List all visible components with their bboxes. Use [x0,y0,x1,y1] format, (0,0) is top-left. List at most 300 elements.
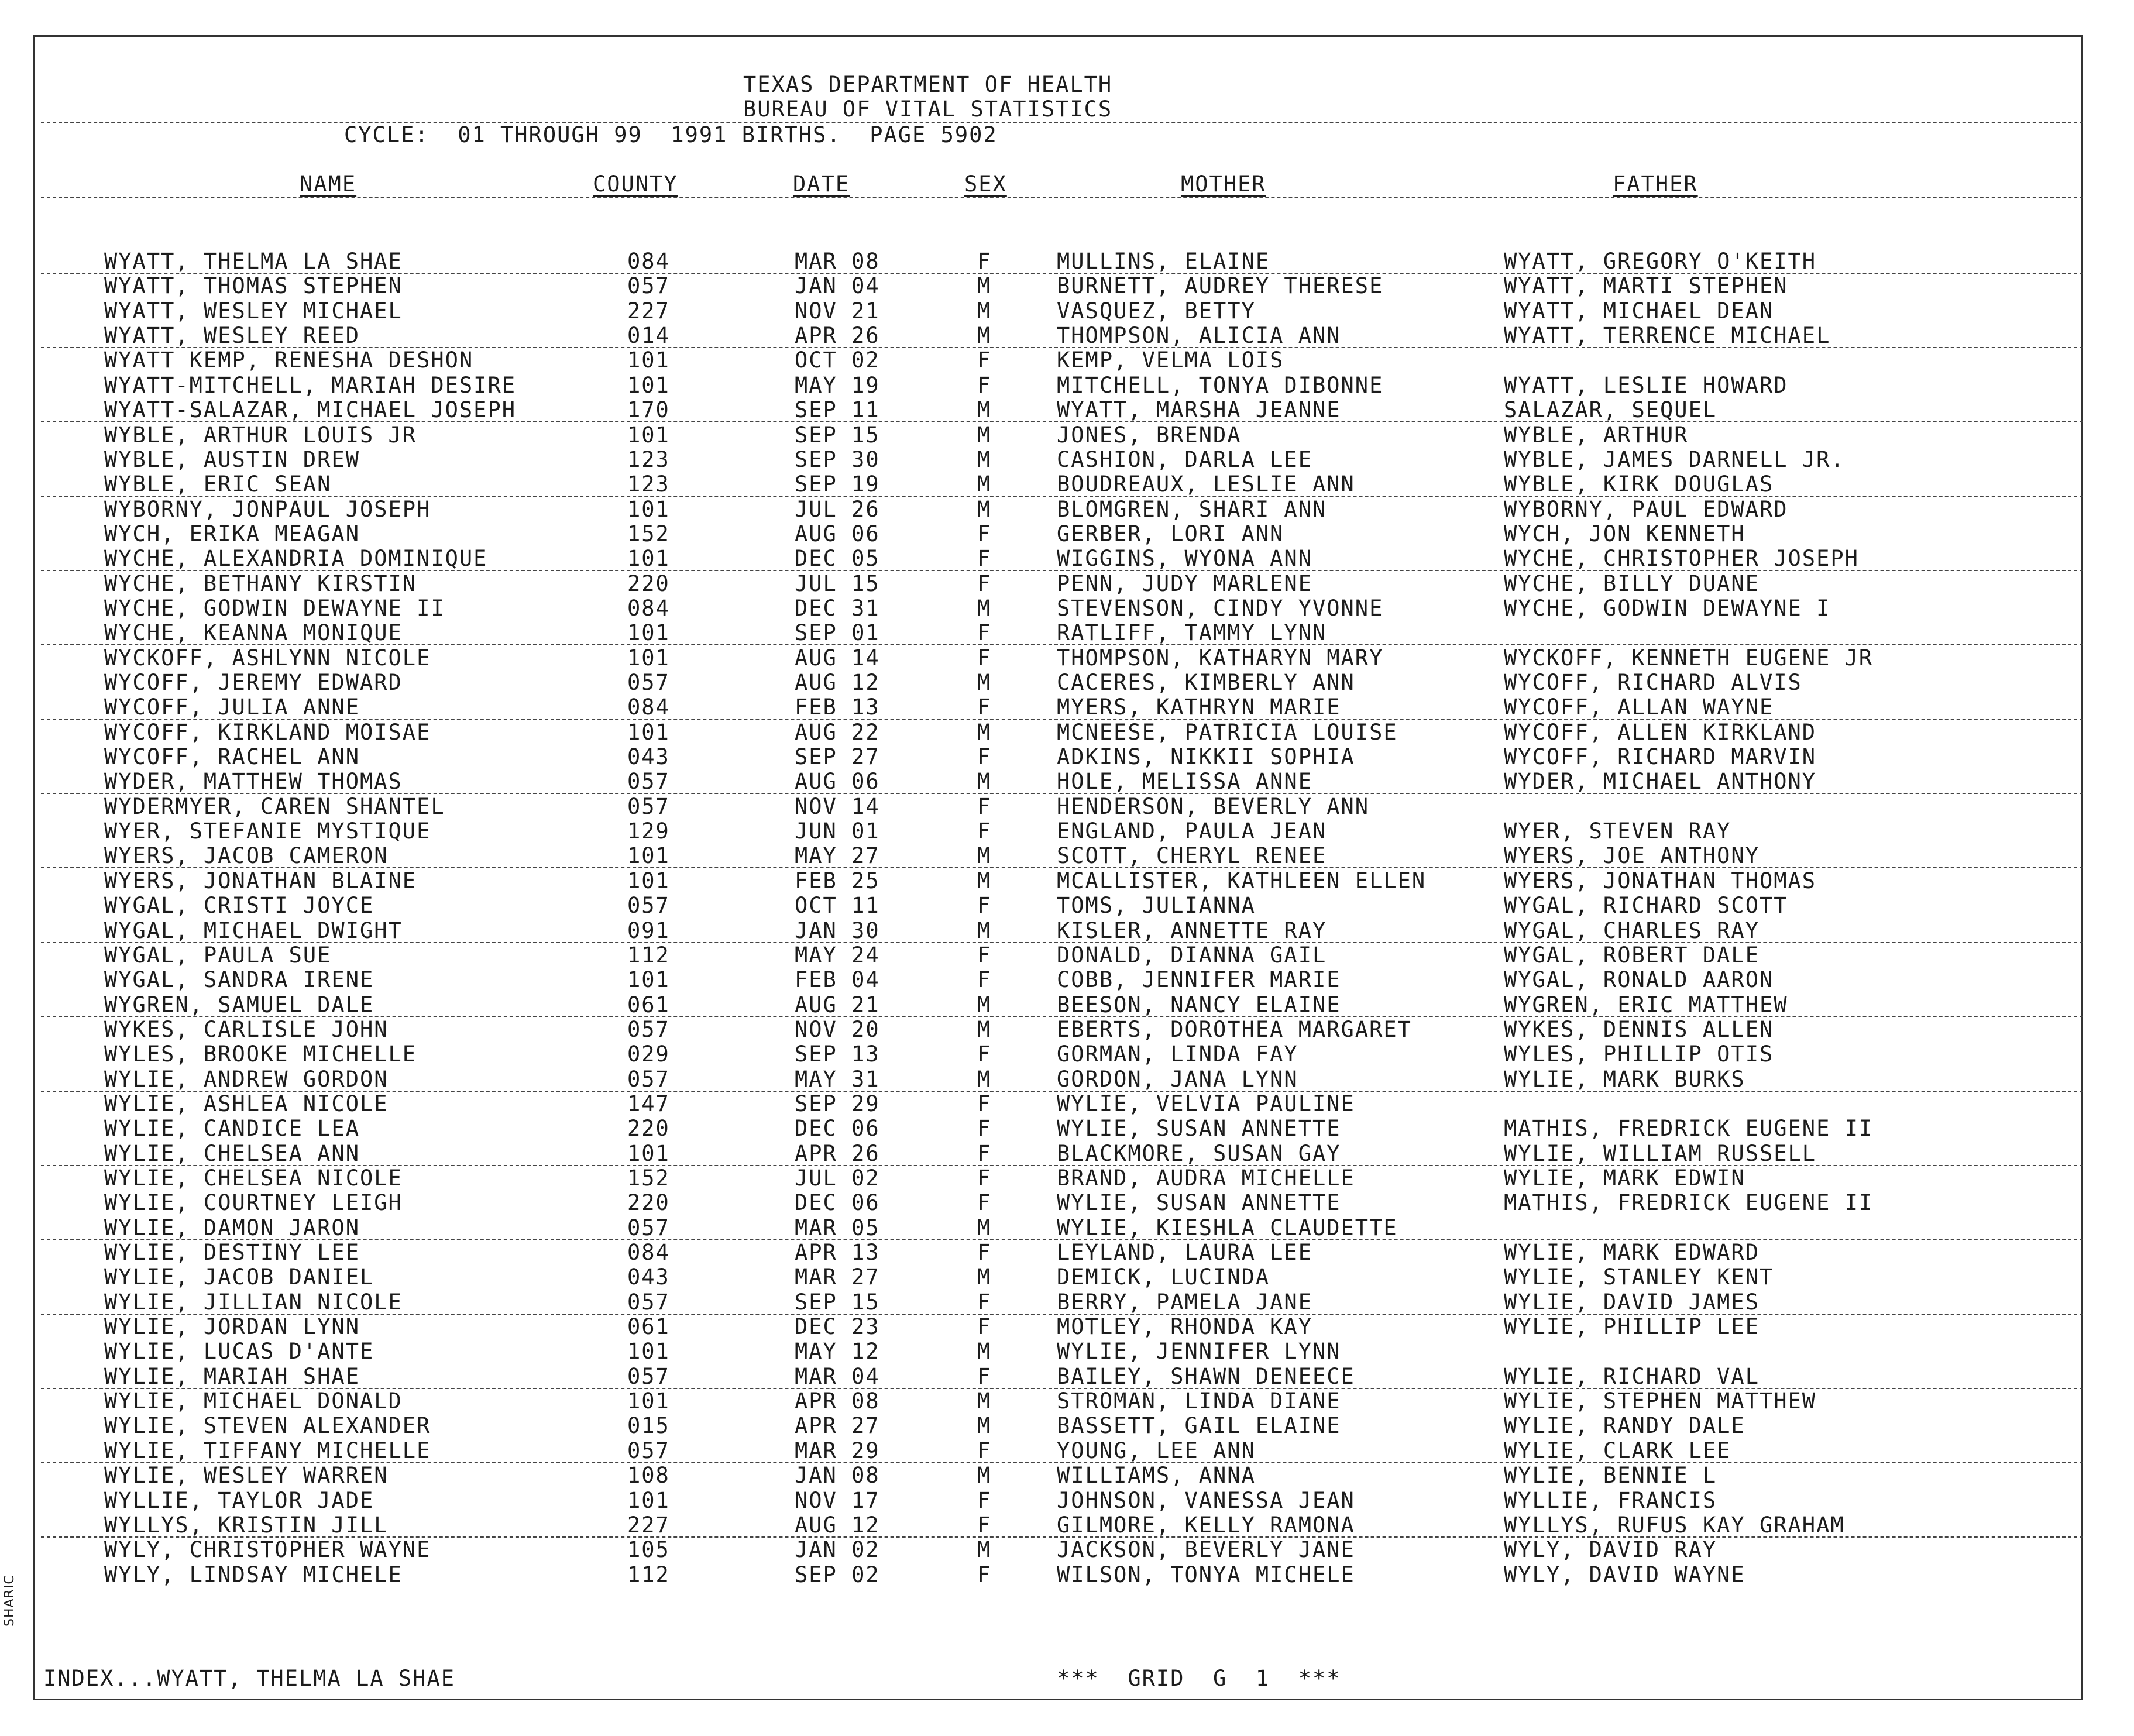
cell-sex: M [977,397,992,423]
cell-name: WYATT-MITCHELL, MARIAH DESIRE [104,372,517,398]
cell-county: 112 [627,1562,670,1587]
header-cycle: CYCLE: 01 THROUGH 99 1991 BIRTHS. PAGE 5902 [344,122,998,147]
cell-sex: M [977,422,992,448]
cell-father: WYGAL, RONALD AARON [1504,967,1774,993]
cell-date: SEP 01 [795,620,880,646]
cell-date: NOV 21 [795,298,880,324]
cell-father: WYBLE, KIRK DOUGLAS [1504,472,1774,497]
cell-sex: F [977,819,992,844]
cell-date: MAY 31 [795,1066,880,1092]
cell-sex: M [977,298,992,324]
cell-mother: VASQUEZ, BETTY [1057,298,1256,324]
cell-county: 101 [627,348,670,373]
cell-county: 105 [627,1537,670,1563]
cell-father: WYLIE, PHILLIP LEE [1504,1314,1760,1340]
cell-father: WYGAL, RICHARD SCOTT [1504,893,1788,919]
cell-mother: CASHION, DARLA LEE [1057,446,1312,472]
cell-father: WYLES, PHILLIP OTIS [1504,1041,1774,1067]
cell-sex: M [977,992,992,1017]
cell-sex: F [977,1487,992,1513]
cell-name: WYGAL, CRISTI JOYCE [104,893,374,919]
cell-name: WYCHE, ALEXANDRIA DOMINIQUE [104,546,488,572]
cell-name: WYKES, CARLISLE JOHN [104,1016,389,1042]
cell-date: APR 26 [795,323,880,348]
cell-name: WYLLYS, KRISTIN JILL [104,1512,389,1538]
cell-date: JUL 02 [795,1166,880,1191]
cell-father: WYKES, DENNIS ALLEN [1504,1016,1774,1042]
cell-mother: DEMICK, LUCINDA [1057,1264,1270,1290]
cell-father: WYGAL, CHARLES RAY [1504,917,1760,943]
cell-sex: F [977,249,992,274]
cell-sex: F [977,645,992,671]
cell-mother: WILLIAMS, ANNA [1057,1463,1256,1489]
cell-date: DEC 06 [795,1116,880,1142]
cell-county: 101 [627,868,670,893]
cell-mother: BURNETT, AUDREY THERESE [1057,273,1384,299]
cell-county: 057 [627,670,670,695]
cell-mother: HOLE, MELISSA ANNE [1057,769,1312,795]
cell-mother: MCALLISTER, KATHLEEN ELLEN [1057,868,1427,893]
cell-father: WYERS, JOE ANTHONY [1504,843,1760,869]
cell-name: WYATT, THOMAS STEPHEN [104,273,403,299]
cell-sex: F [977,1190,992,1216]
cell-father: WYLLYS, RUFUS KAY GRAHAM [1504,1512,1845,1538]
cell-sex: M [977,323,992,348]
cell-sex: F [977,1438,992,1463]
cell-name: WYCOFF, KIRKLAND MOISAE [104,719,431,745]
cell-father: WYER, STEVEN RAY [1504,819,1731,844]
cell-name: WYLES, BROOKE MICHELLE [104,1041,417,1067]
cell-sex: F [977,793,992,819]
cell-mother: THOMPSON, ALICIA ANN [1057,323,1341,348]
cell-sex: M [977,917,992,943]
cell-father: WYGAL, ROBERT DALE [1504,942,1760,968]
cell-father: WYLIE, CLARK LEE [1504,1438,1731,1463]
cell-county: 220 [627,1190,670,1216]
cell-county: 057 [627,1016,670,1042]
cell-father: WYLIE, MARK EDWARD [1504,1240,1760,1265]
column-header-father: FATHER [1613,171,1698,197]
cell-sex: F [977,942,992,968]
cell-sex: M [977,868,992,893]
cell-date: MAY 19 [795,372,880,398]
cell-father: WYCHE, CHRISTOPHER JOSEPH [1504,546,1859,572]
cell-date: DEC 06 [795,1190,880,1216]
cell-county: 101 [627,620,670,646]
cell-mother: WYLIE, KIESHLA CLAUDETTE [1057,1215,1398,1240]
cell-sex: F [977,1512,992,1538]
cell-date: NOV 17 [795,1487,880,1513]
cell-father: WYLIE, MARK BURKS [1504,1066,1745,1092]
cell-date: SEP 11 [795,397,880,423]
cell-name: WYLIE, STEVEN ALEXANDER [104,1413,431,1439]
cell-county: 057 [627,1215,670,1240]
cell-sex: F [977,521,992,546]
cell-father: WYATT, MARTI STEPHEN [1504,273,1788,299]
cell-date: SEP 30 [795,446,880,472]
cell-name: WYCHE, BETHANY KIRSTIN [104,570,417,596]
cell-father: WYCOFF, ALLAN WAYNE [1504,695,1774,720]
cell-date: SEP 13 [795,1041,880,1067]
cell-father: MATHIS, FREDRICK EUGENE II [1504,1116,1874,1142]
cell-name: WYCH, ERIKA MEAGAN [104,521,360,546]
cell-sex: F [977,570,992,596]
cell-date: DEC 23 [795,1314,880,1340]
cell-county: 043 [627,744,670,769]
cell-name: WYERS, JONATHAN BLAINE [104,868,417,893]
cell-mother: YOUNG, LEE ANN [1057,1438,1256,1463]
cell-mother: MULLINS, ELAINE [1057,249,1270,274]
cell-county: 101 [627,496,670,522]
cell-mother: JONES, BRENDA [1057,422,1242,448]
cell-mother: THOMPSON, KATHARYN MARY [1057,645,1384,671]
cell-date: AUG 22 [795,719,880,745]
cell-date: SEP 27 [795,744,880,769]
cell-county: 057 [627,1066,670,1092]
cell-mother: STEVENSON, CINDY YVONNE [1057,595,1384,621]
cell-mother: LEYLAND, LAURA LEE [1057,1240,1312,1265]
cell-name: WYATT-SALAZAR, MICHAEL JOSEPH [104,397,517,423]
cell-sex: M [977,1264,992,1290]
cell-date: JUL 15 [795,570,880,596]
cell-sex: M [977,1537,992,1563]
cell-mother: GORDON, JANA LYNN [1057,1066,1298,1092]
cell-date: AUG 12 [795,670,880,695]
cell-county: 057 [627,273,670,299]
cell-county: 084 [627,1240,670,1265]
cell-mother: BEESON, NANCY ELAINE [1057,992,1341,1017]
cell-mother: MCNEESE, PATRICIA LOUISE [1057,719,1398,745]
header-title: TEXAS DEPARTMENT OF HEALTH [743,72,1113,97]
cell-father: WYATT, TERRENCE MICHAEL [1504,323,1831,348]
cell-sex: F [977,893,992,919]
cell-father: WYLIE, WILLIAM RUSSELL [1504,1140,1817,1166]
cell-sex: F [977,1314,992,1340]
cell-name: WYLIE, WESLEY WARREN [104,1463,389,1489]
cell-mother: BERRY, PAMELA JANE [1057,1289,1312,1315]
cell-date: SEP 19 [795,472,880,497]
cell-mother: WYLIE, SUSAN ANNETTE [1057,1116,1341,1142]
cell-county: 057 [627,1438,670,1463]
cell-mother: JACKSON, BEVERLY JANE [1057,1537,1355,1563]
cell-county: 084 [627,695,670,720]
cell-date: AUG 14 [795,645,880,671]
cell-county: 152 [627,521,670,546]
cell-father: WYGREN, ERIC MATTHEW [1504,992,1788,1017]
cell-sex: F [977,1289,992,1315]
cell-county: 101 [627,1339,670,1364]
cell-name: WYLIE, ASHLEA NICOLE [104,1091,389,1116]
cell-father: WYCOFF, RICHARD MARVIN [1504,744,1817,769]
cell-name: WYLY, CHRISTOPHER WAYNE [104,1537,431,1563]
cell-father: WYCHE, GODWIN DEWAYNE I [1504,595,1831,621]
cell-date: MAR 05 [795,1215,880,1240]
cell-mother: BOUDREAUX, LESLIE ANN [1057,472,1355,497]
cell-mother: ADKINS, NIKKII SOPHIA [1057,744,1355,769]
cell-sex: F [977,1140,992,1166]
cell-mother: MITCHELL, TONYA DIBONNE [1057,372,1384,398]
cell-mother: WIGGINS, WYONA ANN [1057,546,1312,572]
cell-county: 101 [627,372,670,398]
cell-date: OCT 11 [795,893,880,919]
cell-father: WYCOFF, ALLEN KIRKLAND [1504,719,1817,745]
cell-sex: F [977,744,992,769]
cell-county: 057 [627,1363,670,1389]
cell-sex: F [977,967,992,993]
cell-mother: KISLER, ANNETTE RAY [1057,917,1327,943]
cell-date: DEC 05 [795,546,880,572]
cell-mother: WYATT, MARSHA JEANNE [1057,397,1341,423]
cell-name: WYLIE, LUCAS D'ANTE [104,1339,374,1364]
cell-sex: F [977,1363,992,1389]
cell-date: FEB 25 [795,868,880,893]
cell-name: WYBLE, ARTHUR LOUIS JR [104,422,417,448]
cell-date: APR 27 [795,1413,880,1439]
cell-father: WYBORNY, PAUL EDWARD [1504,496,1788,522]
cell-mother: WYLIE, VELVIA PAULINE [1057,1091,1355,1116]
cell-name: WYCOFF, RACHEL ANN [104,744,360,769]
cell-father: WYLIE, DAVID JAMES [1504,1289,1760,1315]
cell-county: 084 [627,595,670,621]
cell-mother: BLACKMORE, SUSAN GAY [1057,1140,1341,1166]
cell-mother: PENN, JUDY MARLENE [1057,570,1312,596]
cell-mother: DONALD, DIANNA GAIL [1057,942,1327,968]
cell-county: 029 [627,1041,670,1067]
cell-sex: M [977,670,992,695]
cell-mother: GORMAN, LINDA FAY [1057,1041,1298,1067]
cell-date: AUG 12 [795,1512,880,1538]
footer-grid: *** GRID G 1 *** [1057,1666,1341,1691]
cell-sex: F [977,1562,992,1587]
cell-county: 101 [627,1140,670,1166]
cell-sex: M [977,273,992,299]
cell-mother: MYERS, KATHRYN MARIE [1057,695,1341,720]
cell-county: 057 [627,893,670,919]
cell-county: 101 [627,719,670,745]
cell-mother: BRAND, AUDRA MICHELLE [1057,1166,1355,1191]
cell-mother: MOTLEY, RHONDA KAY [1057,1314,1312,1340]
cell-date: MAR 08 [795,249,880,274]
cell-name: WYLIE, DAMON JARON [104,1215,360,1240]
cell-mother: ENGLAND, PAULA JEAN [1057,819,1327,844]
cell-father: WYLIE, MARK EDWIN [1504,1166,1745,1191]
cell-mother: BAILEY, SHAWN DENEECE [1057,1363,1355,1389]
cell-name: WYLLIE, TAYLOR JADE [104,1487,374,1513]
cell-date: JUN 01 [795,819,880,844]
cell-mother: WILSON, TONYA MICHELE [1057,1562,1355,1587]
cell-sex: F [977,348,992,373]
cell-date: MAY 27 [795,843,880,869]
cell-county: 220 [627,570,670,596]
cell-father: WYLIE, STEPHEN MATTHEW [1504,1388,1817,1414]
cell-sex: M [977,446,992,472]
cell-father: WYLY, DAVID WAYNE [1504,1562,1745,1587]
cell-county: 220 [627,1116,670,1142]
column-header-rule [41,197,2083,198]
cell-name: WYCKOFF, ASHLYNN NICOLE [104,645,431,671]
cell-mother: GERBER, LORI ANN [1057,521,1284,546]
cell-county: 061 [627,992,670,1017]
cell-mother: STROMAN, LINDA DIANE [1057,1388,1341,1414]
cell-county: 101 [627,422,670,448]
cell-sex: M [977,1388,992,1414]
cell-name: WYGAL, PAULA SUE [104,942,332,968]
cell-name: WYLIE, JILLIAN NICOLE [104,1289,403,1315]
cell-date: JAN 30 [795,917,880,943]
cell-name: WYLIE, JACOB DANIEL [104,1264,374,1290]
cell-mother: BLOMGREN, SHARI ANN [1057,496,1327,522]
cell-sex: F [977,620,992,646]
cell-name: WYATT KEMP, RENESHA DESHON [104,348,474,373]
cell-name: WYLIE, JORDAN LYNN [104,1314,360,1340]
cell-father: WYATT, GREGORY O'KEITH [1504,249,1817,274]
cell-date: FEB 13 [795,695,880,720]
cell-father: WYLLIE, FRANCIS [1504,1487,1717,1513]
cell-mother: KEMP, VELMA LOIS [1057,348,1284,373]
cell-date: AUG 06 [795,769,880,795]
cell-county: 227 [627,1512,670,1538]
cell-sex: F [977,1166,992,1191]
cell-father: WYLY, DAVID RAY [1504,1537,1717,1563]
cell-date: JUL 26 [795,496,880,522]
cell-name: WYGAL, MICHAEL DWIGHT [104,917,403,943]
cell-mother: GILMORE, KELLY RAMONA [1057,1512,1355,1538]
cell-county: 123 [627,472,670,497]
cell-father: MATHIS, FREDRICK EUGENE II [1504,1190,1874,1216]
cell-date: MAR 27 [795,1264,880,1290]
cell-date: MAR 04 [795,1363,880,1389]
cell-county: 227 [627,298,670,324]
cell-county: 152 [627,1166,670,1191]
side-label: SHARIC [2,1575,17,1627]
cell-name: WYDERMYER, CAREN SHANTEL [104,793,445,819]
cell-name: WYLIE, CHELSEA NICOLE [104,1166,403,1191]
cell-county: 101 [627,1388,670,1414]
cell-father: WYLIE, RANDY DALE [1504,1413,1745,1439]
cell-sex: M [977,1463,992,1489]
cell-name: WYLIE, MARIAH SHAE [104,1363,360,1389]
cell-name: WYATT, WESLEY MICHAEL [104,298,403,324]
cell-county: 084 [627,249,670,274]
cell-sex: F [977,1240,992,1265]
column-header-name: NAME [300,171,357,197]
cell-date: APR 13 [795,1240,880,1265]
cell-name: WYGREN, SAMUEL DALE [104,992,374,1017]
column-header-mother: MOTHER [1181,171,1266,197]
cell-mother: TOMS, JULIANNA [1057,893,1256,919]
cell-mother: WYLIE, SUSAN ANNETTE [1057,1190,1341,1216]
cell-father: WYERS, JONATHAN THOMAS [1504,868,1817,893]
cell-date: MAR 29 [795,1438,880,1463]
cell-county: 091 [627,917,670,943]
cell-county: 057 [627,793,670,819]
cell-county: 015 [627,1413,670,1439]
cell-name: WYBLE, ERIC SEAN [104,472,332,497]
cell-sex: F [977,546,992,572]
cell-date: SEP 29 [795,1091,880,1116]
cell-date: SEP 15 [795,1289,880,1315]
cell-sex: M [977,595,992,621]
cell-date: JAN 08 [795,1463,880,1489]
cell-name: WYCHE, GODWIN DEWAYNE II [104,595,445,621]
cell-county: 147 [627,1091,670,1116]
cell-name: WYBLE, AUSTIN DREW [104,446,360,472]
cell-name: WYATT, THELMA LA SHAE [104,249,403,274]
cell-date: SEP 15 [795,422,880,448]
cell-county: 123 [627,446,670,472]
cell-sex: M [977,472,992,497]
cell-county: 170 [627,397,670,423]
cell-mother: EBERTS, DOROTHEA MARGARET [1057,1016,1412,1042]
cell-name: WYBORNY, JONPAUL JOSEPH [104,496,431,522]
cell-sex: F [977,1091,992,1116]
cell-name: WYER, STEFANIE MYSTIQUE [104,819,431,844]
cell-county: 057 [627,769,670,795]
cell-date: NOV 20 [795,1016,880,1042]
cell-name: WYLIE, MICHAEL DONALD [104,1388,403,1414]
cell-date: OCT 02 [795,348,880,373]
cell-county: 129 [627,819,670,844]
column-header-county: COUNTY [593,171,678,197]
cell-sex: F [977,372,992,398]
cell-sex: M [977,1016,992,1042]
cell-name: WYLIE, TIFFANY MICHELLE [104,1438,431,1463]
cell-name: WYDER, MATTHEW THOMAS [104,769,403,795]
cell-sex: F [977,1041,992,1067]
cell-name: WYLIE, COURTNEY LEIGH [104,1190,403,1216]
cell-name: WYGAL, SANDRA IRENE [104,967,374,993]
cell-father: WYBLE, ARTHUR [1504,422,1689,448]
cell-sex: M [977,1215,992,1240]
cell-name: WYCOFF, JEREMY EDWARD [104,670,403,695]
cell-county: 101 [627,546,670,572]
cell-name: WYLIE, DESTINY LEE [104,1240,360,1265]
cell-county: 043 [627,1264,670,1290]
cell-father: WYBLE, JAMES DARNELL JR. [1504,446,1845,472]
cell-father: WYDER, MICHAEL ANTHONY [1504,769,1817,795]
cell-mother: WYLIE, JENNIFER LYNN [1057,1339,1341,1364]
footer-index: INDEX...WYATT, THELMA LA SHAE [43,1666,456,1691]
cell-sex: M [977,843,992,869]
cell-name: WYCOFF, JULIA ANNE [104,695,360,720]
cell-date: DEC 31 [795,595,880,621]
cell-mother: HENDERSON, BEVERLY ANN [1057,793,1370,819]
cell-name: WYLIE, CANDICE LEA [104,1116,360,1142]
cell-sex: M [977,769,992,795]
cell-mother: RATLIFF, TAMMY LYNN [1057,620,1327,646]
cell-father: WYLIE, RICHARD VAL [1504,1363,1760,1389]
cell-name: WYATT, WESLEY REED [104,323,360,348]
cell-mother: SCOTT, CHERYL RENEE [1057,843,1327,869]
cell-county: 061 [627,1314,670,1340]
cell-date: APR 08 [795,1388,880,1414]
cell-sex: M [977,719,992,745]
cell-sex: M [977,1066,992,1092]
cell-date: MAY 24 [795,942,880,968]
cell-mother: COBB, JENNIFER MARIE [1057,967,1341,993]
column-header-sex: SEX [964,171,1007,197]
cell-sex: M [977,1413,992,1439]
cell-father: WYLIE, STANLEY KENT [1504,1264,1774,1290]
cell-date: JAN 04 [795,273,880,299]
cell-father: WYATT, MICHAEL DEAN [1504,298,1774,324]
cell-date: SEP 02 [795,1562,880,1587]
header-bureau: BUREAU OF VITAL STATISTICS [743,97,1113,122]
cell-county: 112 [627,942,670,968]
cell-father: WYCH, JON KENNETH [1504,521,1745,546]
cell-father: WYCHE, BILLY DUANE [1504,570,1760,596]
cell-father: WYLIE, BENNIE L [1504,1463,1717,1489]
